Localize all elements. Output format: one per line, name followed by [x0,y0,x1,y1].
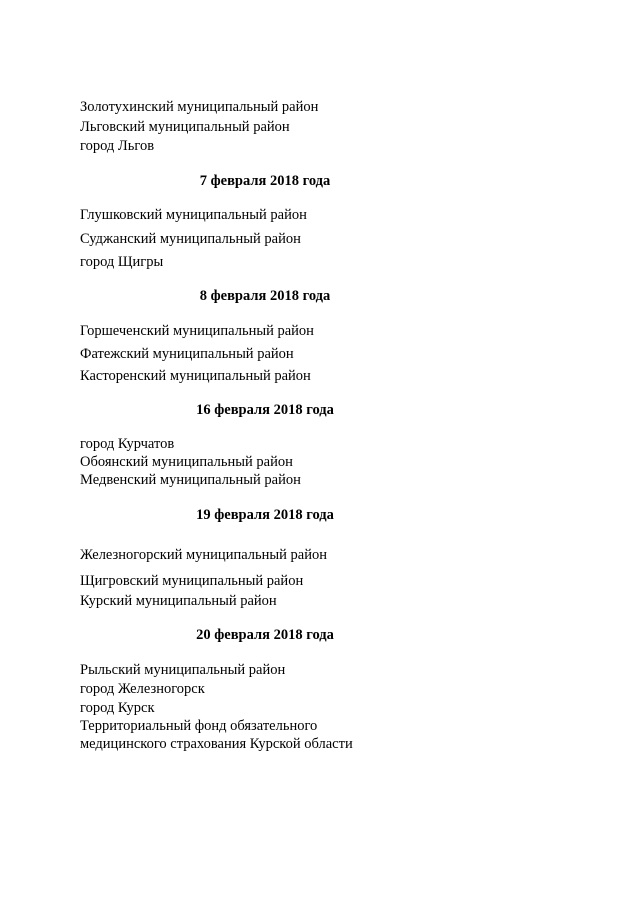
list-item: Горшеченский муниципальный район [80,323,314,339]
list-item: город Железногорск [80,681,205,697]
list-item: медицинского страхования Курской области [80,736,353,752]
list-item: Льговский муниципальный район [80,119,290,135]
list-item: Суджанский муниципальный район [80,231,301,247]
date-heading: 7 февраля 2018 года [199,173,331,189]
list-item: Щигровский муниципальный район [80,573,304,589]
date-heading: 20 февраля 2018 года [196,627,334,643]
list-item: Рыльский муниципальный район [80,662,286,678]
list-item: Курский муниципальный район [80,593,277,609]
date-heading: 19 февраля 2018 года [196,507,334,523]
list-item: Глушковский муниципальный район [80,207,307,223]
date-heading: 8 февраля 2018 года [199,288,331,304]
list-item: Медвенский муниципальный район [80,472,301,488]
list-item: Касторенский муниципальный район [80,368,311,384]
list-item: Территориальный фонд обязательного [80,718,318,734]
list-item: Обоянский муниципальный район [80,454,293,470]
date-heading: 16 февраля 2018 года [196,402,334,418]
list-item: город Щигры [80,254,164,270]
list-item: Золотухинский муниципальный район [80,99,319,115]
list-item: город Курск [80,700,155,716]
list-item: город Льгов [80,138,155,154]
list-item: Фатежский муниципальный район [80,346,294,362]
list-item: Железногорский муниципальный район [80,547,327,563]
list-item: город Курчатов [80,436,175,452]
